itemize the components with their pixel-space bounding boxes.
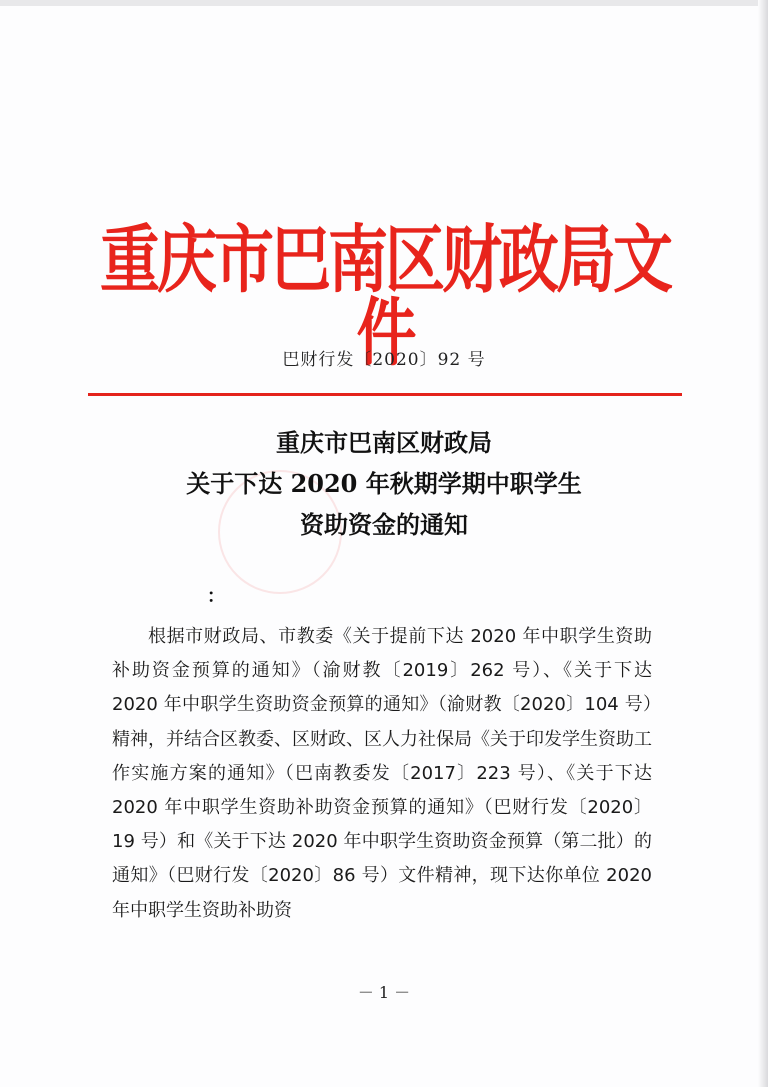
issuer-header-title: 重庆市巴南区财政局文件 [100,217,670,377]
salutation: ： [207,586,225,607]
title-line-2: 关于下达 2020 年秋期学期中职学生 [186,469,582,498]
title-line-3: 资助资金的通知 [300,510,468,539]
page-number: － 1 － [357,983,411,1002]
document-title [0,422,768,545]
body-paragraph: 根据市财政局、市教委《关于提前下达 2020 年中职学生资助补助资金预算的通知》（渝财教〔2019〕262 号）、《关于下达 2020 年中职学生资助资金预算的通知》（渝财教〔2020〕104 号）精神，并结合区教委、区财政、区人力社保局《关于印发学生资助工作实施方案的通知》（巴南教委发〔2017〕223 号）、《关于下达 2020 年中职学生资助补助资金预算的通知》（巴财行发〔2020〕19 号）和《关于下达 2020 年中职学生资助资金预算（第二批）的通知》（巴财行发〔2020〕86 号）文件精神，现下达你单位 2020 年中职学生资助补助资 [112,626,652,921]
document-number: 巴财行发〔2020〕92 号 [282,350,486,370]
title-line-1: 重庆市巴南区财政局 [276,428,492,457]
scan-edge-top [0,0,768,6]
red-divider-line [88,393,682,396]
